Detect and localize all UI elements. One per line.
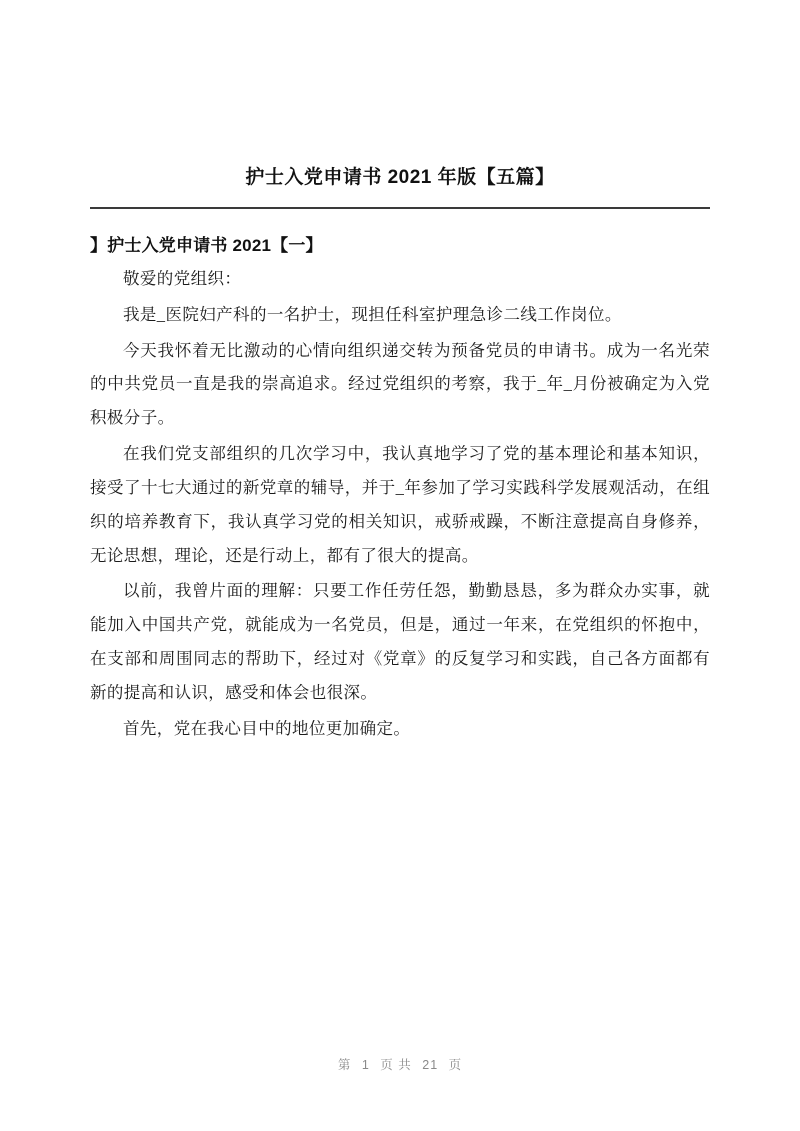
footer-middle: 页 共 <box>380 1058 412 1072</box>
section-heading: 】护士入党申请书 2021【一】 <box>90 236 323 255</box>
footer-page-number: 1 <box>361 1058 370 1072</box>
footer-total-pages: 21 <box>422 1058 439 1072</box>
paragraph: 敬爱的党组织： <box>123 269 242 288</box>
paragraph: 首先，党在我心目中的地位更加确定。 <box>123 718 411 738</box>
paragraph: 以前，我曾片面的理解：只要工作任劳任怨，勤勤恳恳，多为群众办实事，就能加入中国共产党，就能成为一名党员，但是，通过一年来，在党组织的怀抱中，在支部和周围同志的帮助下，经过对《党章》的反复学习和实践，自己各方面都有新的提高和认识，感受和体会也很深。 <box>90 581 710 702</box>
paragraph: 我是_医院妇产科的一名护士，现担任科室护理急诊二线工作岗位。 <box>123 304 622 324</box>
page-title: 护士入党申请书 2021 年版【五篇】 <box>245 167 555 188</box>
page-footer <box>0 1055 800 1073</box>
footer-prefix: 第 <box>337 1058 352 1072</box>
title-divider <box>90 207 710 209</box>
paragraph: 在我们党支部组织的几次学习中，我认真地学习了党的基本理论和基本知识，接受了十七大通过的新党章的辅导，并于_年参加了学习实践科学发展观活动，在组织的培养教育下，我认真学习党的相关知识，戒骄戒躁，不断注意提高自身修养，无论思想，理论，还是行动上，都有了很大的提高。 <box>90 444 710 565</box>
paragraph: 今天我怀着无比激动的心情向组织递交转为预备党员的申请书。成为一名光荣的中共党员一直是我的崇高追求。经过党组织的考察，我于_年_月份被确定为入党积极分子。 <box>90 340 710 428</box>
footer-suffix: 页 <box>448 1058 463 1072</box>
